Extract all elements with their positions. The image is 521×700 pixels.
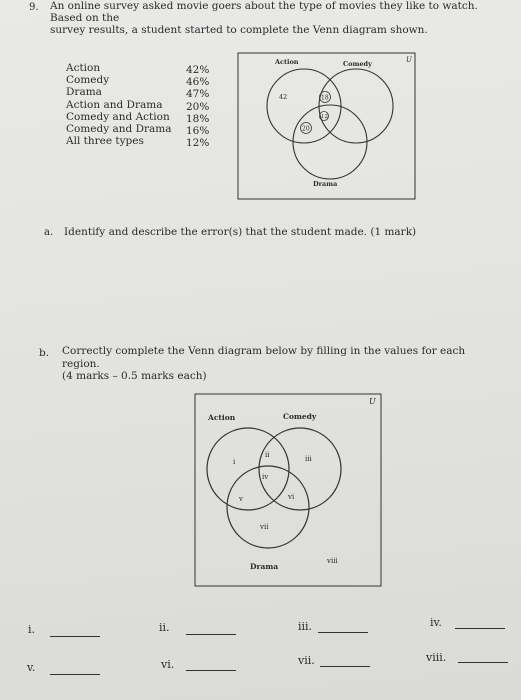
part-a-text: Identify and describe the error(s) that the student made. (1 mark) xyxy=(64,226,417,238)
question-text xyxy=(50,0,510,36)
answer-label-viii: viii. xyxy=(426,651,447,664)
region-value-action-drama: 20 xyxy=(302,125,310,133)
survey-categories xyxy=(66,62,172,147)
answer-label-i: i. xyxy=(28,623,36,636)
survey-percentage: 47% xyxy=(186,88,210,101)
action-label: Action xyxy=(275,58,299,66)
survey-category: Drama xyxy=(66,86,102,99)
venn2-action-circle xyxy=(207,428,289,510)
survey-percentage: 20% xyxy=(186,100,210,113)
survey-category: Action xyxy=(66,62,101,74)
part-b-text-line-1: Correctly complete the Venn diagram below by filling in the values for each region. xyxy=(62,345,466,370)
region-vii: vii xyxy=(260,523,269,531)
venn-universal-label: U xyxy=(406,56,412,64)
region-i: i xyxy=(233,458,236,466)
answer-blank-v[interactable] xyxy=(50,674,100,675)
region-ii: ii xyxy=(265,451,270,459)
region-value-action-comedy: 18 xyxy=(321,94,329,102)
survey-percentage: 46% xyxy=(186,76,210,89)
drama-circle xyxy=(293,105,367,179)
region-viii: viii xyxy=(327,557,338,565)
question-text-line-1: An online survey asked movie goers about the type of movies they like to watch. Based on the xyxy=(50,0,478,24)
venn2-comedy-circle xyxy=(259,428,341,510)
survey-percentages xyxy=(186,64,209,149)
answer-blank-i[interactable] xyxy=(50,636,100,637)
region-vi: vi xyxy=(288,493,295,501)
answer-label-vii: vii. xyxy=(298,654,315,667)
answer-blank-iii[interactable] xyxy=(318,632,368,633)
venn2-comedy-label: Comedy xyxy=(283,412,317,421)
part-b-text-line-2: (4 marks – 0.5 marks each) xyxy=(62,370,207,382)
survey-percentage: 12% xyxy=(186,137,210,150)
venn2-universal-label: U xyxy=(369,397,376,406)
survey-category: Action and Drama xyxy=(66,98,163,111)
answer-label-v: v. xyxy=(27,661,36,674)
venn-universal-box xyxy=(238,53,415,199)
answer-blank-vii[interactable] xyxy=(320,666,370,667)
venn2-action-label: Action xyxy=(208,413,236,422)
answer-label-vi: vi. xyxy=(161,658,175,671)
answer-blank-viii[interactable] xyxy=(458,662,508,663)
blank-venn-diagram xyxy=(194,393,384,588)
part-b-text xyxy=(62,345,502,383)
drama-label: Drama xyxy=(313,180,338,188)
region-iv: iv xyxy=(262,473,269,481)
answer-label-iv: iv. xyxy=(430,616,442,629)
region-iii: iii xyxy=(305,455,312,463)
region-value-action: 42 xyxy=(279,93,288,101)
comedy-circle xyxy=(319,69,393,143)
answer-blank-iv[interactable] xyxy=(455,628,505,629)
venn2-universal-box xyxy=(195,394,381,586)
region-value-all-three: 12 xyxy=(321,114,328,120)
answer-label-ii: ii. xyxy=(159,621,170,634)
answer-label-iii: iii. xyxy=(298,620,313,633)
comedy-label: Comedy xyxy=(343,60,372,68)
part-b-label: b. xyxy=(39,347,50,359)
answer-blank-vi[interactable] xyxy=(186,670,236,671)
part-a-label: a. xyxy=(44,227,54,238)
venn2-drama-label: Drama xyxy=(250,562,279,571)
survey-category: Comedy and Drama xyxy=(66,123,172,136)
survey-category: Comedy and Action xyxy=(66,110,170,123)
student-venn-diagram xyxy=(237,52,417,202)
survey-percentage: 42% xyxy=(186,64,210,76)
survey-category: Comedy xyxy=(66,74,110,87)
survey-percentage: 16% xyxy=(186,125,210,138)
survey-percentage: 18% xyxy=(186,112,210,125)
region-v: v xyxy=(239,495,243,503)
answer-blank-ii[interactable] xyxy=(186,634,236,635)
question-text-line-2: survey results, a student started to complete the Venn diagram shown. xyxy=(50,24,428,36)
survey-category: All three types xyxy=(66,135,144,148)
question-number: 9. xyxy=(29,2,39,13)
